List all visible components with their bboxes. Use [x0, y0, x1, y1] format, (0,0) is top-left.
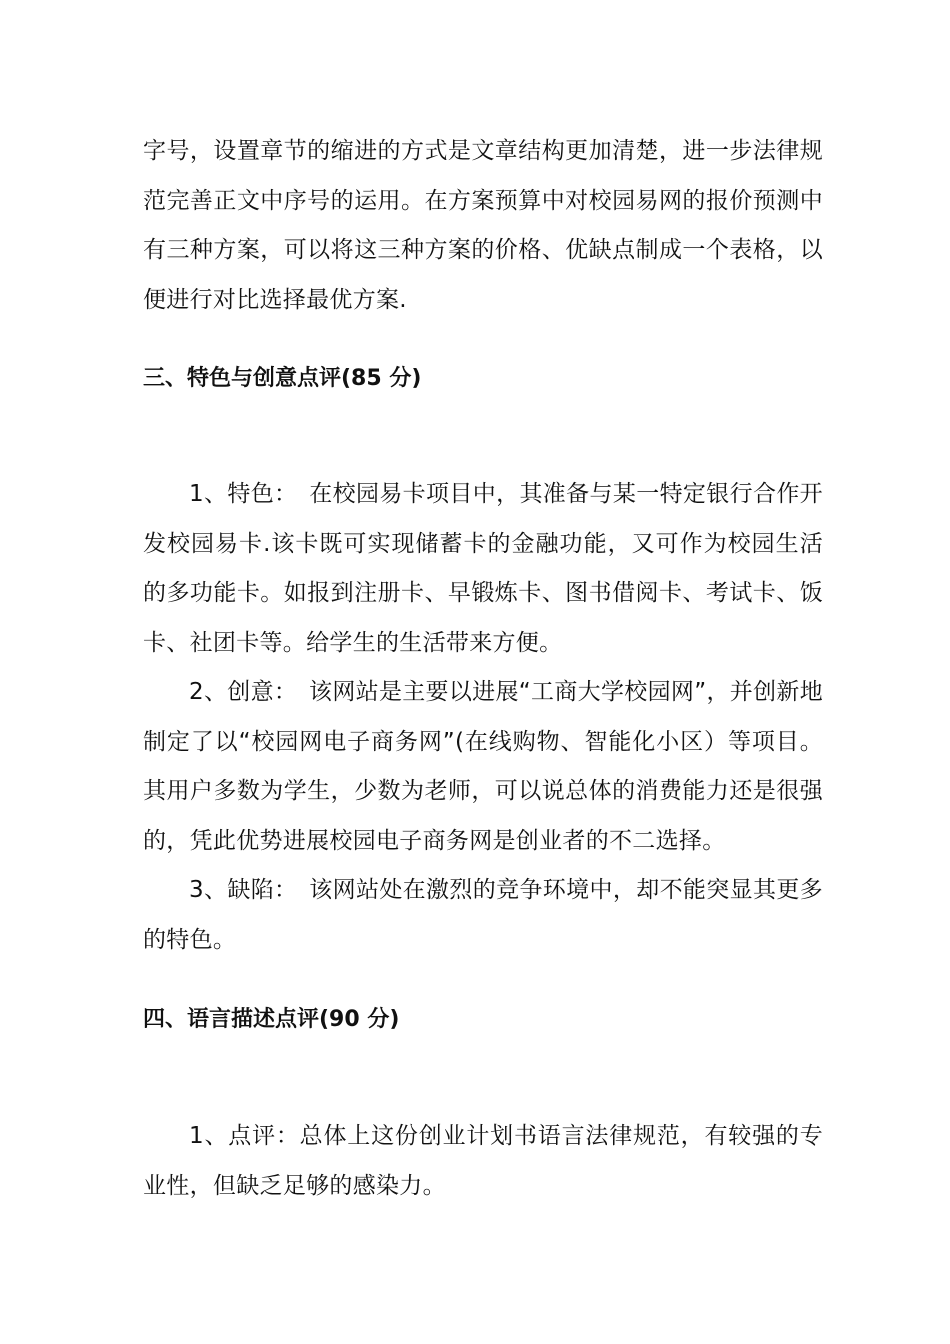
section-4-heading: 四、语言描述点评(90 分) — [143, 1007, 400, 1032]
section-3-item-creativity: 2、创意： 该网站是主要以进展“工商大学校园网”，并创新地制定了以“校园网电子商务网”(在线购物、智能化小区）等项目。其用户多数为学生，少数为老师，可以说总体的消费能力还是很强的，凭此优势进展校园电子商务网是创业者的不二选择。 — [143, 679, 823, 854]
section-3-heading: 三、特色与创意点评(85 分) — [143, 366, 422, 391]
section-3-item-features: 1、特色： 在校园易卡项目中，其准备与某一特定银行合作开发校园易卡.该卡既可实现储蓄卡的金融功能，又可作为校园生活的多功能卡。如报到注册卡、早锻炼卡、图书借阅卡、考试卡、饭卡、社团卡等。给学生的生活带来方便。 — [143, 481, 823, 656]
section-3-item-defects: 3、缺陷： 该网站处在激烈的竞争环境中，却不能突显其更多的特色。 — [143, 877, 823, 953]
intro-paragraph: 字号，设置章节的缩进的方式是文章结构更加清楚，进一步法律规范完善正文中序号的运用。在方案预算中对校园易网的报价预测中有三种方案，可以将这三种方案的价格、优缺点制成一个表格，以便进行对比选择最优方案. — [143, 138, 823, 313]
section-4-item-comment: 1、点评：总体上这份创业计划书语言法律规范，有较强的专业性，但缺乏足够的感染力。 — [143, 1123, 823, 1199]
